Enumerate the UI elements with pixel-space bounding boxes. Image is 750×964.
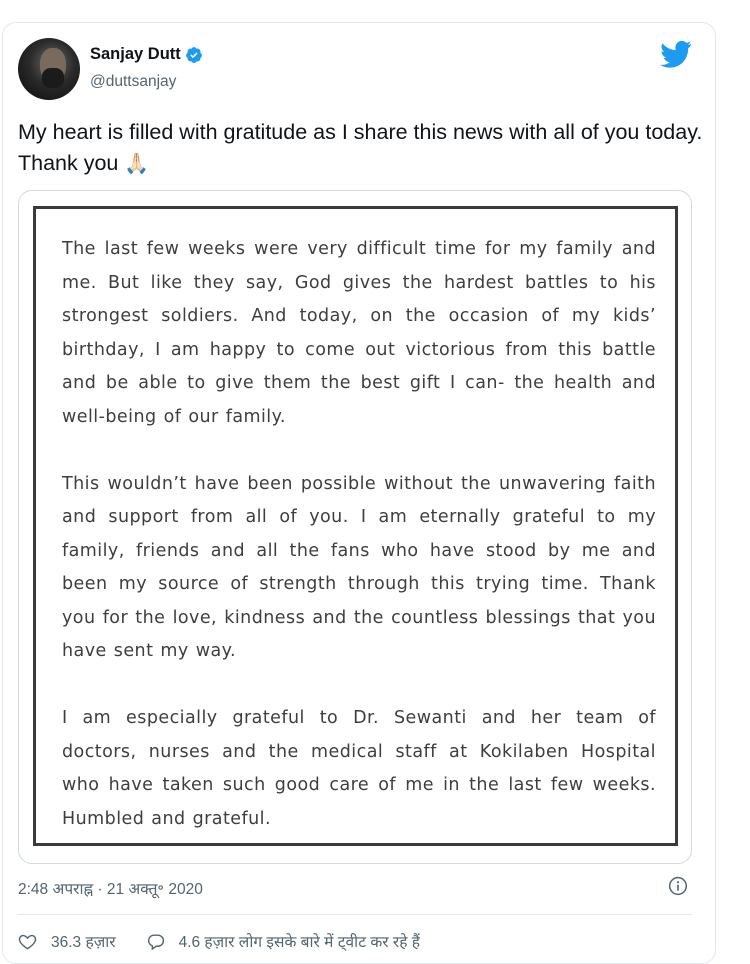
- reply-stat[interactable]: [146, 930, 420, 952]
- letter-paragraph-3: I am especially grateful to Dr. Sewanti and her team of doctors, nurses and the medical staff at Kokilaben Hospital who have taken such good care of me in the last few weeks. Humbled and grateful.: [62, 708, 656, 829]
- twitter-bird-icon[interactable]: [660, 40, 692, 68]
- tweet-text: [18, 117, 708, 180]
- divider: [18, 914, 692, 915]
- engagement-stats: [18, 930, 450, 952]
- author-name-row[interactable]: [90, 45, 203, 64]
- like-count: 36.3 हज़ार: [51, 934, 116, 951]
- reply-icon[interactable]: [146, 932, 165, 951]
- verified-badge-icon: [185, 46, 203, 64]
- author-name[interactable]: Sanjay Dutt: [90, 45, 181, 63]
- info-icon[interactable]: [668, 876, 688, 896]
- tweet-body: My heart is filled with gratitude as I share this news with all of you today. Thank you: [18, 120, 703, 175]
- letter-paragraph-2: This wouldn’t have been possible without the unwavering faith and support from all of you. I am eternally grateful to my family, friends and all the fans who have stood by me and been my source of strength through this trying time. Thank you for the love, kindness and the countless blessings that you have sent my way.: [62, 473, 656, 661]
- letter-frame: [33, 206, 678, 846]
- letter-paragraph-1: The last few weeks were very difficult time for my family and me. But like they say, God gives the hardest battles to his strongest soldiers. And today, on the occasion of my kids’ birthday, I am happy to come out victorious from this battle and be able to give them the best gift I can- the health and well-being of our family.: [62, 239, 656, 427]
- avatar-beard: [42, 68, 64, 88]
- tweet-timestamp[interactable]: 2:48 अपराह्न · 21 अक्तू॰ 2020: [18, 881, 203, 898]
- letter-text: [62, 233, 656, 836]
- avatar[interactable]: [18, 38, 80, 100]
- heart-icon[interactable]: [18, 932, 37, 951]
- reply-count: 4.6 हज़ार लोग इसके बारे में ट्वीट कर रहे हैं: [178, 934, 420, 951]
- like-stat[interactable]: [18, 930, 116, 952]
- tweet-media-image[interactable]: [18, 190, 692, 864]
- author-handle[interactable]: @duttsanjay: [90, 73, 177, 90]
- folded-hands-emoji: 🙏🏻: [124, 153, 150, 175]
